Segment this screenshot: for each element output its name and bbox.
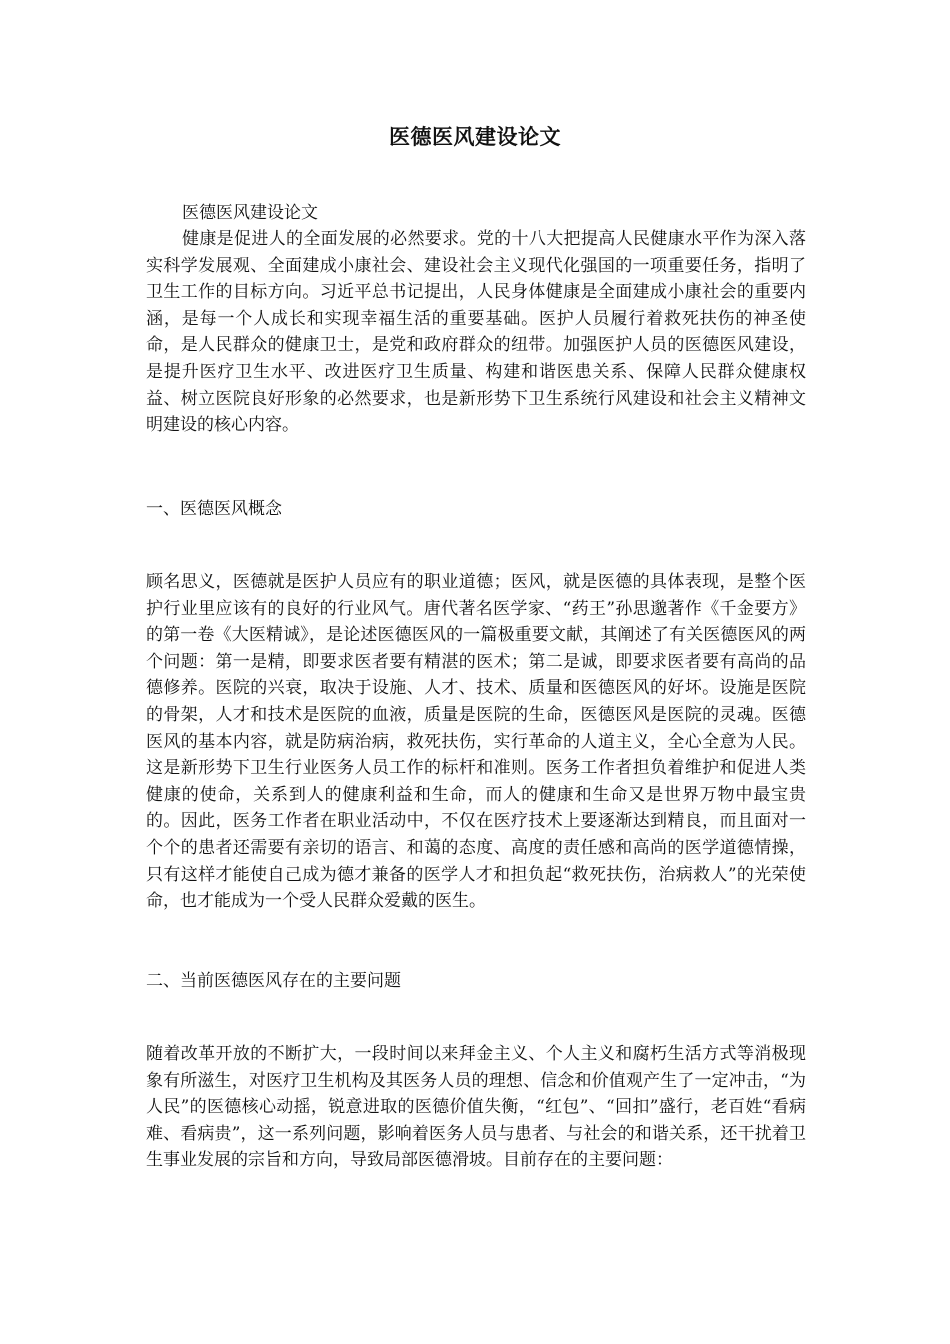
document-subtitle: 医德医风建设论文 (182, 203, 318, 223)
document-title: 医德医风建设论文 (389, 124, 561, 149)
intro-paragraph: 健康是促进人的全面发展的必然要求。党的十八大把提高人民健康水平作为深入落实科学发展观、全面建成小康社会、建设社会主义现代化强国的一项重要任务，指明了卫生工作的目标方向。习近平总书记提出，人民身体健康是全面建成小康社会的重要内涵，是每一个人成长和实现幸福生活的重要基础。医护人员履行着救死扶伤的神圣使命，是人民群众的健康卫士，是党和政府群众的纽带。加强医护人员的医德医风建设，是提升医疗卫生水平、改进医疗卫生质量、构建和谐医患关系、保障人民群众健康权益、树立医院良好形象的必然要求，也是新形势下卫生系统行风建设和社会主义精神文明建设的核心内容。 (146, 229, 806, 436)
section-paragraph-concept: 顾名思义，医德就是医护人员应有的职业道德；医风，就是医德的具体表现，是整个医护行业里应该有的良好的行业风气。唐代著名医学家、“药王”孙思邈著作《千金要方》的第一卷《大医精诚》，是论述医德医风的一篇极重要文献，其阐述了有关医德医风的两个问题：第一是精，即要求医者要有精湛的医术；第二是诚，即要求医者要有高尚的品德修养。医院的兴衰，取决于设施、人才、技术、质量和医德医风的好坏。设施是医院的骨架，人才和技术是医院的血液，质量是医院的生命，医德医风是医院的灵魂。医德医风的基本内容，就是防病治病，救死扶伤，实行革命的人道主义，全心全意为人民。这是新形势下卫生行业医务人员工作的标杆和准则。医务工作者担负着维护和促进人类健康的使命，关系到人的健康利益和生命，而人的健康和生命又是世界万物中最宝贵的。因此，医务工作者在职业活动中，不仅在医疗技术上要逐渐达到精良，而且面对一个个的患者还需要有亲切的语言、和蔼的态度、高度的责任感和高尚的医学道德情操，只有这样才能使自己成为德才兼备的医学人才和担负起“救死扶伤，治病救人”的光荣使命，也才能成为一个受人民群众爱戴的医生。 (146, 572, 806, 912)
section-heading-concept: 一、医德医风概念 (146, 499, 282, 519)
section-heading-problems: 二、当前医德医风存在的主要问题 (146, 971, 401, 991)
section-paragraph-problems: 随着改革开放的不断扩大，一段时间以来拜金主义、个人主义和腐朽生活方式等消极现象有所滋生，对医疗卫生机构及其医务人员的理想、信念和价值观产生了一定冲击，“为人民”的医德核心动摇，锐意进取的医德价值失衡，“红包”、“回扣”盛行，老百姓“看病难、看病贵”，这一系列问题，影响着医务人员与患者、与社会的和谐关系，还干扰着卫生事业发展的宗旨和方向，导致局部医德滑坡。目前存在的主要问题： (146, 1044, 806, 1171)
